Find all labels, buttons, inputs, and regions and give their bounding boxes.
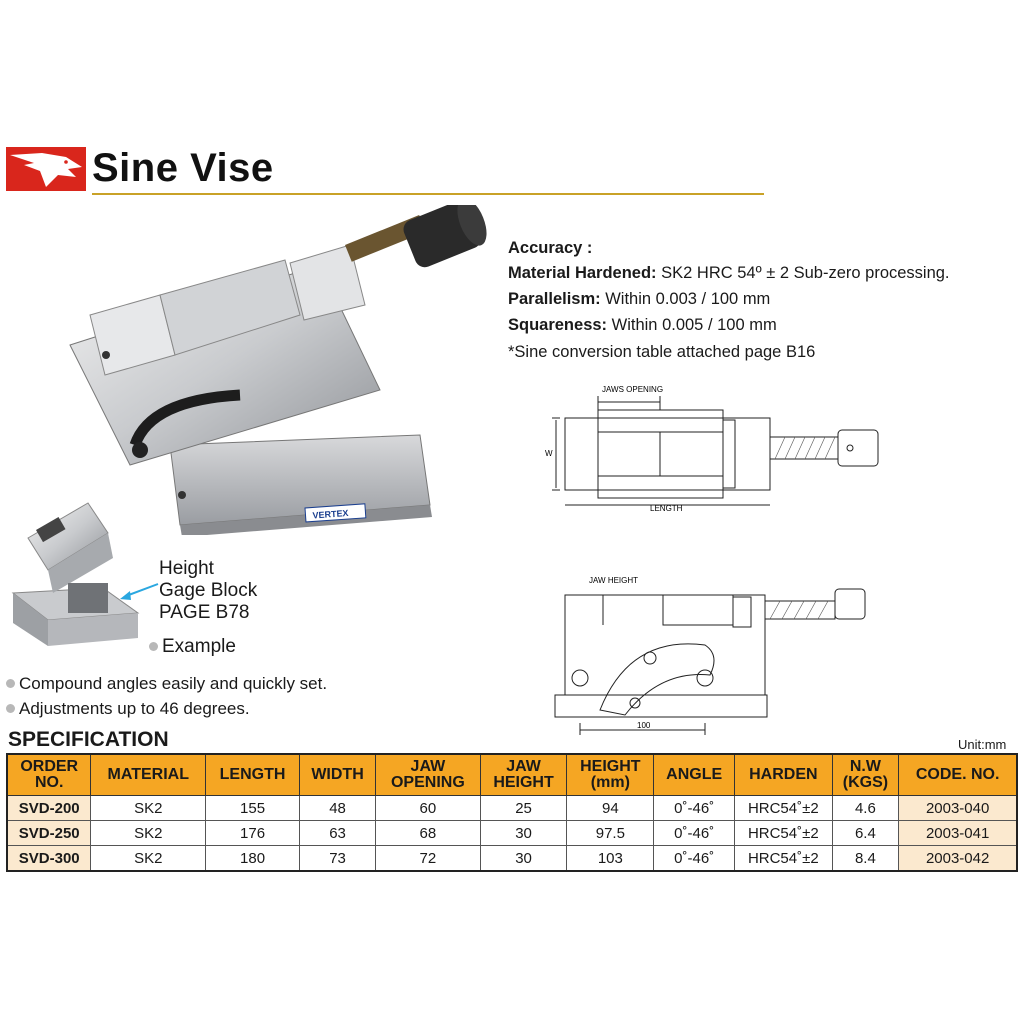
table-cell: SK2 [91, 846, 206, 872]
jaw-height-label: JAW HEIGHT [589, 576, 639, 585]
table-header-row [7, 754, 1017, 796]
bullet-icon [6, 704, 15, 713]
table-cell: HRC54˚±2 [735, 846, 832, 872]
feature-text: Compound angles easily and quickly set. [19, 674, 328, 693]
column-header: WIDTH [299, 754, 375, 796]
table-cell: 25 [480, 796, 567, 821]
order-no-cell: SVD-300 [7, 846, 91, 872]
title-divider [92, 193, 764, 195]
table-cell: 63 [299, 821, 375, 846]
table-cell: 73 [299, 846, 375, 872]
table-cell: 48 [299, 796, 375, 821]
callout-height: Height [159, 558, 214, 579]
table-cell: 60 [376, 796, 481, 821]
column-header: ANGLE [654, 754, 735, 796]
length-label: LENGTH [650, 504, 683, 513]
unit-label: Unit:mm [958, 737, 1007, 752]
table-cell: 0˚-46˚ [654, 846, 735, 872]
example-text: Example [162, 636, 236, 657]
callout-gage-block: Gage Block [159, 580, 258, 601]
callout-page-ref: PAGE B78 [159, 602, 250, 623]
table-cell: 4.6 [832, 796, 899, 821]
code-no-cell: 2003-042 [899, 846, 1017, 872]
column-header: N.W (KGS) [832, 754, 899, 796]
column-header: CODE. NO. [899, 754, 1017, 796]
table-cell: HRC54˚±2 [735, 821, 832, 846]
example-label [149, 636, 236, 658]
eagle-icon [6, 147, 86, 191]
table-cell: 6.4 [832, 821, 899, 846]
brand-plate-text: VERTEX [312, 507, 349, 521]
order-no-cell: SVD-250 [7, 821, 91, 846]
feature-text: Adjustments up to 46 degrees. [19, 699, 250, 718]
sine-table-note: *Sine conversion table attached page B16 [508, 343, 816, 361]
accuracy-heading: Accuracy : [508, 239, 593, 257]
table-row [7, 796, 1017, 821]
jaws-opening-label: JAWS OPENING [602, 385, 664, 394]
column-header: JAW HEIGHT [480, 754, 567, 796]
squareness-spec: Squareness: Within 0.005 / 100 mm [508, 316, 777, 334]
feature-item [6, 698, 250, 720]
table-cell: SK2 [91, 821, 206, 846]
table-cell: 72 [376, 846, 481, 872]
column-header: MATERIAL [91, 754, 206, 796]
bullet-icon [6, 679, 15, 688]
table-cell: 0˚-46˚ [654, 796, 735, 821]
column-header: ORDER NO. [7, 754, 91, 796]
table-cell: 180 [206, 846, 300, 872]
column-header: HARDEN [735, 754, 832, 796]
table-row [7, 846, 1017, 872]
sine-vise-photo [60, 205, 490, 535]
table-cell: 0˚-46˚ [654, 821, 735, 846]
table-cell: 68 [376, 821, 481, 846]
table-cell: 30 [480, 821, 567, 846]
table-cell: 8.4 [832, 846, 899, 872]
code-no-cell: 2003-040 [899, 796, 1017, 821]
table-cell: 94 [567, 796, 654, 821]
table-cell: 30 [480, 846, 567, 872]
table-cell: 97.5 [567, 821, 654, 846]
brand-logo [6, 147, 86, 191]
column-header: LENGTH [206, 754, 300, 796]
top-view-diagram [540, 380, 885, 515]
material-spec: Material Hardened: SK2 HRC 54º ± 2 Sub-zero processing. [508, 264, 950, 282]
width-label: W [545, 449, 553, 458]
specification-table [6, 753, 1018, 872]
side-view-diagram [545, 575, 885, 740]
column-header: HEIGHT (mm) [567, 754, 654, 796]
dimension-label: 100 [637, 721, 651, 730]
table-row [7, 821, 1017, 846]
feature-item [6, 673, 327, 695]
table-cell: 176 [206, 821, 300, 846]
table-cell: 103 [567, 846, 654, 872]
page-title: Sine Vise [92, 146, 274, 190]
column-header: JAW OPENING [376, 754, 481, 796]
bullet-icon [149, 642, 158, 651]
table-cell: HRC54˚±2 [735, 796, 832, 821]
specification-heading: SPECIFICATION [8, 728, 169, 751]
table-cell: 155 [206, 796, 300, 821]
callout-arrow-icon [118, 578, 162, 602]
example-photo [8, 498, 140, 648]
order-no-cell: SVD-200 [7, 796, 91, 821]
code-no-cell: 2003-041 [899, 821, 1017, 846]
table-cell: SK2 [91, 796, 206, 821]
parallelism-spec: Parallelism: Within 0.003 / 100 mm [508, 290, 771, 308]
